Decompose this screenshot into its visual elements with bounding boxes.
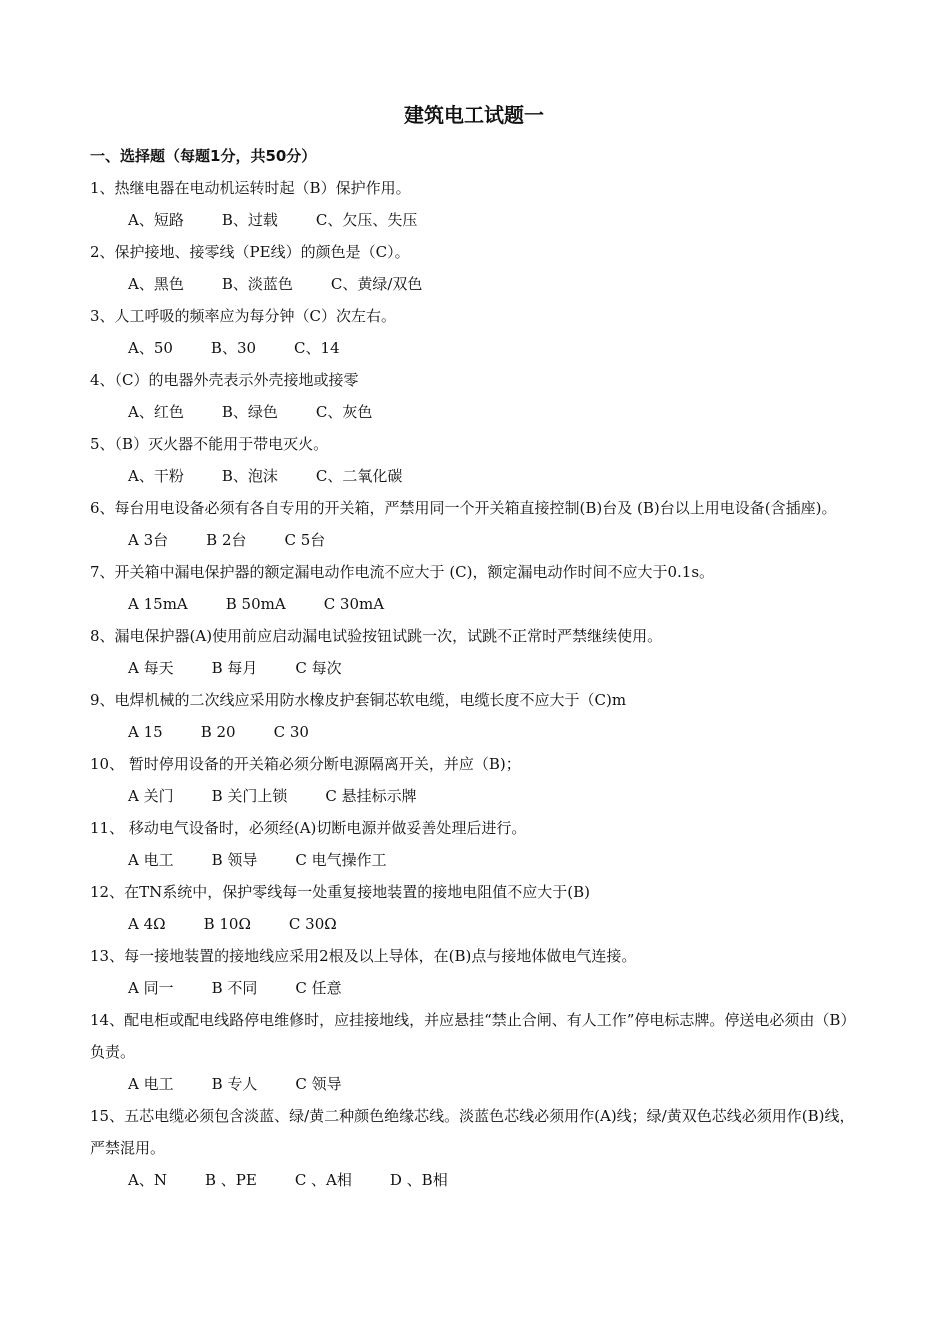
question-item (90, 556, 858, 620)
question-text: 1、热继电器在电动机运转时起（B）保护作用。 (90, 179, 411, 197)
answer-options (90, 588, 858, 620)
answer-option: C 电气操作工 (295, 851, 387, 869)
answer-option: A、N (128, 1171, 167, 1189)
answer-option: A 15mA (128, 595, 188, 613)
answer-option: C 30Ω (288, 915, 337, 933)
answer-option: B 、PE (204, 1171, 257, 1189)
question-item (90, 876, 858, 940)
answer-options (90, 524, 858, 556)
question-text: 11、 移动电气设备时，必须经(A)切断电源并做妥善处理后进行。 (90, 819, 527, 837)
question-item (90, 812, 858, 876)
answer-option: B、过载 (221, 211, 278, 229)
answer-options (90, 716, 858, 748)
answer-options (90, 844, 858, 876)
question-text: 3、人工呼吸的频率应为每分钟（C）次左右。 (90, 307, 397, 325)
question-item (90, 428, 858, 492)
answer-option: C 悬挂标示牌 (325, 787, 417, 805)
answer-option: B、淡蓝色 (221, 275, 293, 293)
question-item (90, 940, 858, 1004)
answer-options (90, 1164, 858, 1196)
answer-option: A 电工 (128, 1075, 174, 1093)
answer-options (90, 204, 858, 236)
answer-option: C 5台 (284, 531, 326, 549)
question-text: 4、（C）的电器外壳表示外壳接地或接零 (90, 371, 359, 389)
answer-option: B 20 (200, 723, 236, 741)
answer-option: B 2台 (206, 531, 247, 549)
answer-options (90, 1068, 858, 1100)
answer-option: C 30 (273, 723, 309, 741)
answer-option: A 同一 (128, 979, 174, 997)
answer-option: A、50 (128, 339, 173, 357)
question-item (90, 1100, 858, 1196)
answer-option: B 领导 (211, 851, 258, 869)
answer-option: A、干粉 (128, 467, 184, 485)
answer-option: A 电工 (128, 851, 174, 869)
question-text: 13、每一接地装置的接地线应采用2根及以上导体，在(B)点与接地体做电气连接。 (90, 947, 637, 965)
answer-option: A 15 (128, 723, 163, 741)
answer-option: B 每月 (211, 659, 258, 677)
answer-option: A、红色 (128, 403, 184, 421)
question-text: 2、保护接地、接零线（PE线）的颜色是（C）。 (90, 243, 410, 261)
document-title: 建筑电工试题一 (404, 103, 544, 127)
answer-option: C 领导 (295, 1075, 342, 1093)
answer-option: C、黄绿/双色 (330, 275, 423, 293)
answer-options (90, 268, 858, 300)
answer-option: A、黑色 (128, 275, 184, 293)
question-item (90, 172, 858, 236)
question-text: 6、每台用电设备必须有各自专用的开关箱，严禁用同一个开关箱直接控制(B)台及 (B)台以上用电设备(含插座)。 (90, 499, 837, 517)
question-item (90, 684, 858, 748)
answer-options (90, 332, 858, 364)
answer-option: C、14 (294, 339, 340, 357)
question-list (90, 172, 858, 1196)
answer-option: C 、A相 (294, 1171, 352, 1189)
question-text: 10、 暂时停用设备的开关箱必须分断电源隔离开关，并应（B)； (90, 755, 521, 773)
question-item (90, 748, 858, 812)
answer-option: B、泡沫 (221, 467, 278, 485)
answer-options (90, 652, 858, 684)
answer-option: C、灰色 (315, 403, 373, 421)
question-item (90, 1004, 858, 1100)
question-text: 12、在TN系统中，保护零线每一处重复接地装置的接地电阻值不应大于(B) (90, 883, 590, 901)
answer-option: C 任意 (295, 979, 342, 997)
answer-option: C、欠压、失压 (315, 211, 418, 229)
question-text: 14、配电柜或配电线路停电维修时，应挂接地线，并应悬挂“禁止合闸、有人工作”停电标志牌。停送电必须由（B）负责。 (90, 1011, 856, 1061)
question-text: 5、（B）灭火器不能用于带电灭火。 (90, 435, 329, 453)
section-heading: 一、选择题（每题1分，共50分） (90, 147, 317, 165)
answer-option: B 10Ω (203, 915, 251, 933)
answer-options (90, 396, 858, 428)
answer-option: B 关门上锁 (211, 787, 288, 805)
answer-option: D 、B相 (389, 1171, 448, 1189)
answer-option: B、绿色 (221, 403, 278, 421)
question-text: 7、开关箱中漏电保护器的额定漏电动作电流不应大于 (C)，额定漏电动作时间不应大于0.1s。 (90, 563, 715, 581)
answer-option: A 3台 (128, 531, 169, 549)
answer-option: A 4Ω (128, 915, 166, 933)
question-item (90, 364, 858, 428)
answer-option: C 每次 (295, 659, 342, 677)
question-text: 15、五芯电缆必须包含淡蓝、绿/黄二种颜色绝缘芯线。淡蓝色芯线必须用作(A)线；绿/黄双色芯线必须用作(B)线，严禁混用。 (90, 1107, 855, 1157)
answer-option: B 专人 (211, 1075, 258, 1093)
answer-option: A 每天 (128, 659, 174, 677)
question-text: 9、电焊机械的二次线应采用防水橡皮护套铜芯软电缆，电缆长度不应大于（C)m (90, 691, 627, 709)
question-text: 8、漏电保护器(A)使用前应启动漏电试验按钮试跳一次，试跳不正常时严禁继续使用。 (90, 627, 663, 645)
question-item (90, 620, 858, 684)
answer-option: B 50mA (225, 595, 286, 613)
answer-option: B、30 (210, 339, 257, 357)
answer-option: A、短路 (128, 211, 184, 229)
answer-option: A 关门 (128, 787, 174, 805)
answer-option: C 30mA (323, 595, 385, 613)
answer-options (90, 972, 858, 1004)
question-item (90, 492, 858, 556)
answer-options (90, 780, 858, 812)
answer-option: C、二氧化碳 (315, 467, 403, 485)
question-item (90, 236, 858, 300)
question-item (90, 300, 858, 364)
answer-options (90, 460, 858, 492)
answer-option: B 不同 (211, 979, 258, 997)
answer-options (90, 908, 858, 940)
